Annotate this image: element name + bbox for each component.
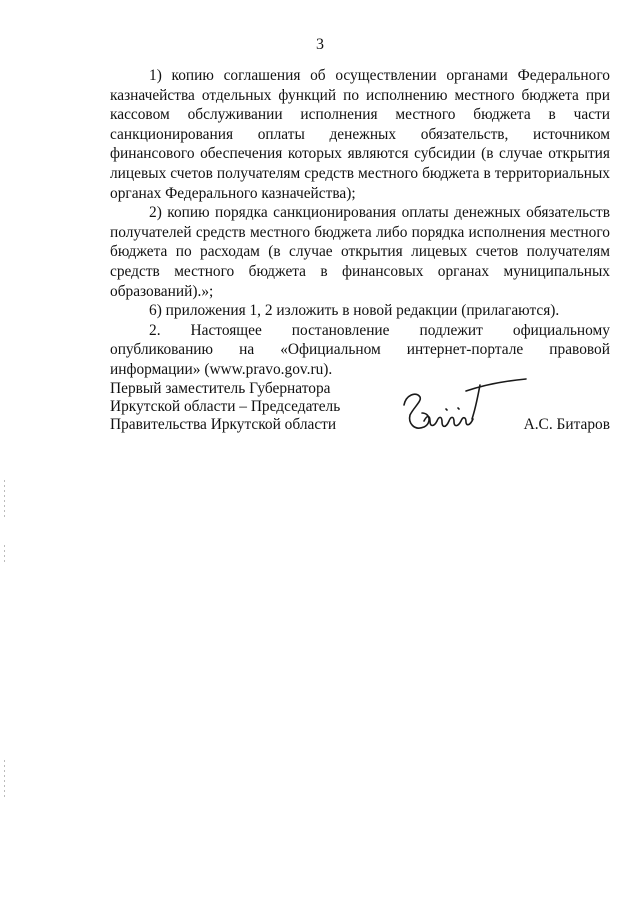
signer-title-line-2: Иркутской области – Председатель [110,398,341,415]
page-number: 3 [316,36,324,53]
margin-scan-mark [4,760,5,800]
paragraph-publication: 2. Настоящее постановление подлежит официальному опубликованию на «Официальном интернет-портале правовой информации» (www.pravo.gov.ru). [110,321,610,378]
signature-block [110,380,610,450]
paragraph-item-1: 1) копию соглашения об осуществлении органами Федерального казначейства отдельных функций по исполнению местного бюджета при кассовом обслуживании исполнения местного бюджета в части санкционирования оплаты денежных обязательств, источником финансового обеспечения которых являются субсидии (в случае открытия лицевых счетов получателям средств местного бюджета в территориальных органах Федерального казначейства); [110,67,610,202]
paragraph-item-2: 2) копию порядка санкционирования оплаты денежных обязательств получателей средств местного бюджета либо порядка исполнения местного бюджета по расходам (в случае открытия лицевых счетов получателям средств местного бюджета в финансовых органах муниципальных образований).»; [110,204,610,300]
signer-title-line-1: Первый заместитель Губернатора [110,380,331,397]
handwritten-signature [400,377,530,439]
signer-title [110,380,340,434]
paragraph-item-6: 6) приложения 1, 2 изложить в новой редакции (прилагаются). [149,302,560,320]
margin-scan-mark [4,480,5,520]
signer-title-line-3: Правительства Иркутской области [110,416,337,433]
margin-scan-mark [4,545,5,563]
signer-name: А.С. Битаров [523,416,610,433]
document-body [110,66,610,380]
